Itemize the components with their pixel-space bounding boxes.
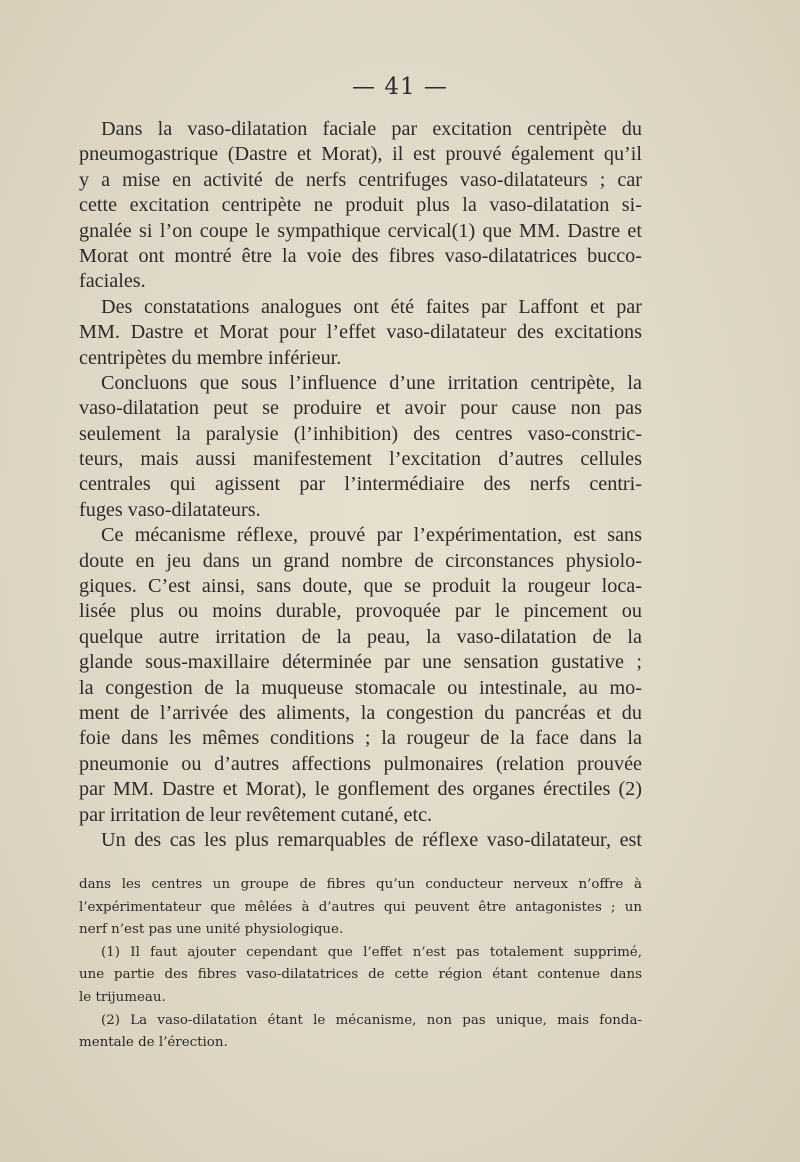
text-line: faciales. [79,270,146,293]
text-line: fuges vaso-dilatateurs. [79,498,261,521]
text-line: seulement la paralysie (l’inhibition) des centres vaso-constric- [79,422,642,445]
text-line: y a mise en activité de nerfs centrifuges vaso-dilatateurs ; car [79,168,642,191]
text-line: glande sous-maxillaire déterminée par une sensation gustative ; [79,651,642,674]
text-line: pneumonie ou d’autres affections pulmonaires (relation prouvée [79,752,642,775]
text-line: centrales qui agissent par l’intermédiaire des nerfs centri- [79,473,642,496]
text-line: Concluons que sous l’influence d’une irritation centripète, la [101,371,642,394]
text-line: Des constatations analogues ont été faites par Laffont et par [101,295,642,318]
text-line: Dans la vaso-dilatation faciale par excitation centripète du [101,118,642,140]
footnote-line: une partie des fibres vaso-dilatatrices de cette région étant contenue dans [79,967,642,983]
footnote-line: dans les centres un groupe de fibres qu’un conducteur nerveux n’offre à [79,877,642,892]
footnote-line: nerf n’est pas une unité physiologique. [79,922,344,938]
text-line: doute en jeu dans un grand nombre de circonstances physiolo- [79,549,642,572]
footnote-line: le trijumeau. [79,989,166,1005]
text-line: vaso-dilatation peut se produire et avoir pour cause non pas [79,397,642,420]
footnote-line: l’expérimentateur que mêlées à d’autres qui peuvent être antagonistes ; un [79,899,642,915]
text-line: Ce mécanisme réflexe, prouvé par l’expérimentation, est sans [101,524,642,547]
text-line: teurs, mais aussi manifestement l’excitation d’autres cellules [79,448,642,471]
text-line: Morat ont montré être la voie des fibres vaso-dilatatrices bucco- [79,244,642,267]
text-line: Un des cas les plus remarquables de réflexe vaso-dilatateur, est [101,828,642,851]
text-line: par irritation de leur revêtement cutané, etc. [79,803,433,826]
footnotes [79,874,642,1055]
text-line: foie dans les mêmes conditions ; la rougeur de la face dans la [79,727,642,750]
text-line: gnalée si l’on coupe le sympathique cervical(1) que MM. Dastre et [79,219,642,242]
text-line: MM. Dastre et Morat pour l’effet vaso-dilatateur des excitations [79,321,642,344]
text-line: centripètes du membre inférieur. [79,346,342,369]
text-line: par MM. Dastre et Morat), le gonflement des organes érectiles (2) [79,778,642,801]
footnote-line: mentale de l’érection. [79,1035,228,1051]
text-line: quelque autre irritation de la peau, la vaso-dilatation de la [79,625,642,648]
text-line: giques. C’est ainsi, sans doute, que se produit la rougeur loca- [79,575,642,598]
text-line: ment de l’arrivée des aliments, la congestion du pancréas et du [79,701,642,724]
footnote-line: (2) La vaso-dilatation étant le mécanisme, non pas unique, mais fonda- [101,1012,642,1028]
text-line: pneumogastrique (Dastre et Morat), il est prouvé également qu’il [79,143,642,166]
text-line: lisée plus ou moins durable, provoquée par le pincement ou [79,600,642,623]
text-line: la congestion de la muqueuse stomacale ou intestinale, au mo- [79,676,642,699]
page-number: — 41 — [352,74,448,100]
main-text [79,117,642,853]
footnote-line: (1) Il faut ajouter cependant que l’effet n’est pas totalement supprimé, [101,944,642,960]
text-line: cette excitation centripète ne produit plus la vaso-dilatation si- [79,194,642,217]
